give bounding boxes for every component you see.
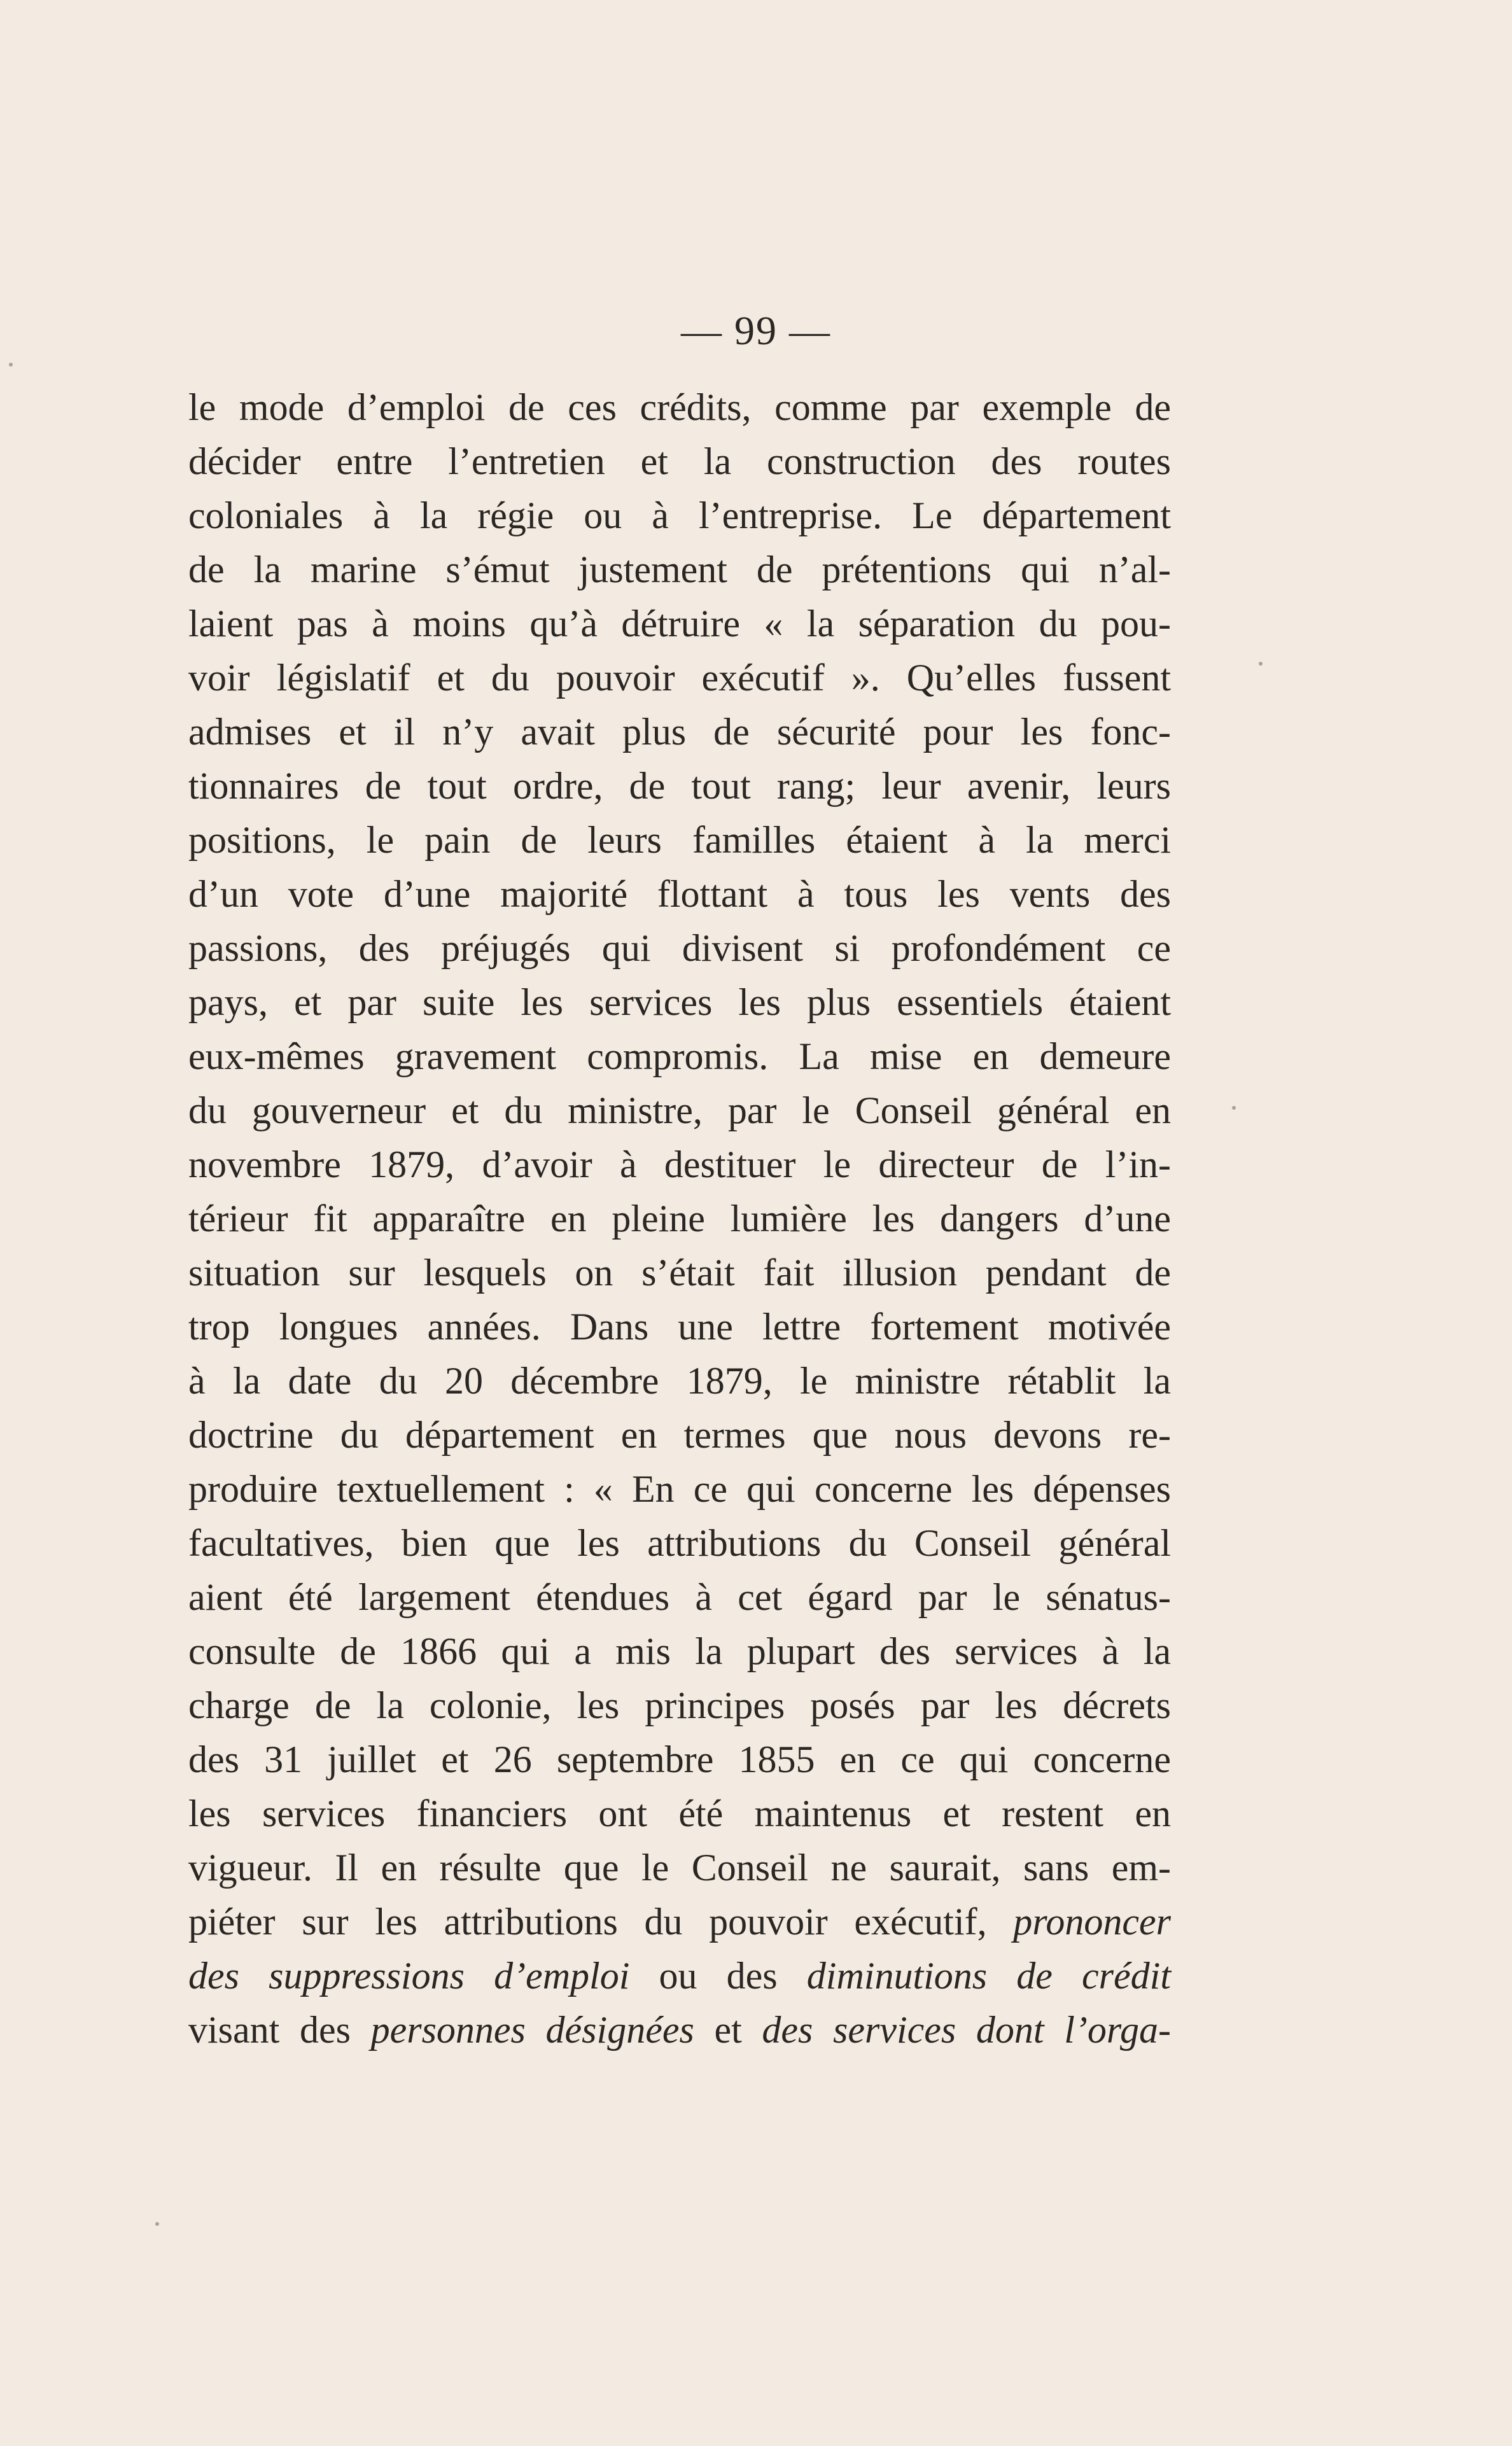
line-roman-segment: piéter sur les attributions du pouvoir exécutif, — [188, 1901, 987, 1943]
text-line: vigueur. Il en résulte que le Conseil ne saurait, sans em- — [188, 1847, 1171, 1889]
text-line: consulte de 1866 qui a mis la plupart des services à la — [188, 1630, 1171, 1672]
text-line: voir législatif et du pouvoir exécutif ». Qu’elles fussent — [188, 657, 1171, 699]
text-line: laient pas à moins qu’à détruire « la séparation du pou- — [188, 603, 1171, 645]
text-line-mixed — [188, 2003, 1171, 2057]
page-number: — 99 — — [681, 308, 831, 353]
text-line: situation sur lesquels on s’était fait illusion pendant de — [188, 1252, 1171, 1294]
text-line: coloniales à la régie ou à l’entreprise. Le département — [188, 494, 1171, 536]
line-roman-segment: ou des — [629, 1955, 807, 1997]
text-line: des 31 juillet et 26 septembre 1855 en ce qui concerne — [188, 1738, 1171, 1780]
text-line: novembre 1879, d’avoir à destituer le directeur de l’in- — [188, 1143, 1171, 1185]
text-line: charge de la colonie, les principes posés par les décrets — [188, 1684, 1171, 1726]
line-italic-segment: prononcer — [1013, 1901, 1171, 1943]
text-line-mixed — [188, 1895, 1171, 1949]
text-line-mixed — [188, 1949, 1171, 2003]
text-line: à la date du 20 décembre 1879, le ministre rétablit la — [188, 1360, 1171, 1402]
line-italic-segment: des services dont l’orga- — [762, 2009, 1171, 2051]
text-line: pays, et par suite les services les plus essentiels étaient — [188, 981, 1171, 1023]
paper-speck — [9, 363, 13, 367]
paper-speck — [1259, 662, 1263, 666]
text-line: produire textuellement : « En ce qui concerne les dépenses — [188, 1468, 1171, 1510]
line-roman-segment: visant des — [188, 2009, 371, 2051]
text-line: positions, le pain de leurs familles étaient à la merci — [188, 819, 1171, 861]
body-text — [188, 381, 1171, 2057]
line-italic-segment: des suppressions d’emploi — [188, 1955, 630, 1997]
text-line: trop longues années. Dans une lettre fortement motivée — [188, 1306, 1171, 1348]
text-line: de la marine s’émut justement de prétentions qui n’al- — [188, 549, 1171, 591]
text-line: aient été largement étendues à cet égard par le sénatus- — [188, 1576, 1171, 1618]
text-line: les services financiers ont été maintenus et restent en — [188, 1793, 1171, 1834]
paper-speck — [1232, 1106, 1236, 1110]
text-line: passions, des préjugés qui divisent si profondément ce — [188, 927, 1171, 969]
line-roman-segment: et — [694, 2009, 762, 2051]
line-italic-segment: personnes désignées — [370, 2009, 694, 2051]
text-line: térieur fit apparaître en pleine lumière les dangers d’une — [188, 1198, 1171, 1240]
text-line: facultatives, bien que les attributions du Conseil général — [188, 1522, 1171, 1564]
paper-speck — [155, 2222, 159, 2226]
text-line: d’un vote d’une majorité flottant à tous les vents des — [188, 873, 1171, 915]
text-line: doctrine du département en termes que nous devons re- — [188, 1414, 1171, 1456]
text-line: le mode d’emploi de ces crédits, comme par exemple de — [188, 386, 1171, 428]
text-line: admises et il n’y avait plus de sécurité pour les fonc- — [188, 711, 1171, 753]
text-line: eux-mêmes gravement compromis. La mise en demeure — [188, 1035, 1171, 1077]
line-italic-segment: diminutions de crédit — [806, 1955, 1171, 1997]
text-line: tionnaires de tout ordre, de tout rang; leur avenir, leurs — [188, 765, 1171, 807]
text-line: du gouverneur et du ministre, par le Conseil général en — [188, 1089, 1171, 1131]
text-line: décider entre l’entretien et la construction des routes — [188, 440, 1171, 482]
